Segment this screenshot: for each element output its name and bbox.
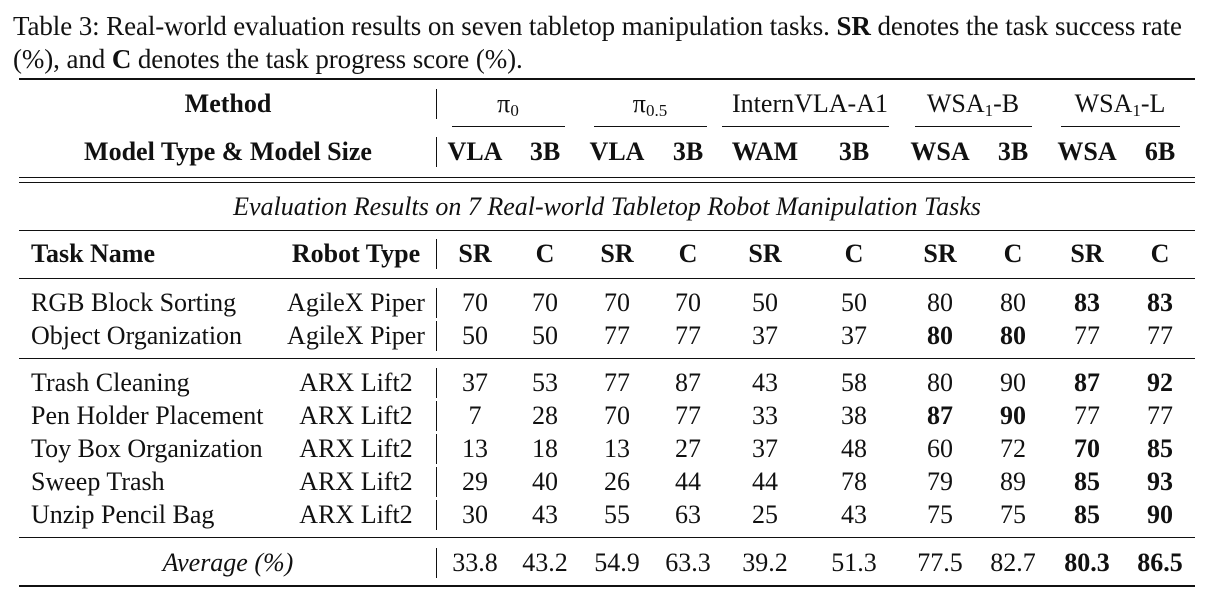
table-cell-value: 43 — [752, 368, 778, 397]
table-cell-value: 37 — [752, 321, 778, 350]
table-cell-value: 55 — [604, 500, 630, 529]
table-cell-value: 33 — [752, 401, 778, 430]
table-cell-value: 27 — [675, 434, 701, 463]
table-cell-value: 43 — [841, 500, 867, 529]
method-base: π — [632, 89, 646, 118]
column-separator — [436, 401, 437, 431]
average-value: 80.3 — [1064, 548, 1110, 577]
header-rule — [19, 278, 1195, 279]
table-cell-value: 37 — [752, 434, 778, 463]
table-cell-value: 50 — [462, 321, 488, 350]
table-cell-value: 50 — [752, 288, 778, 317]
method-base: π — [497, 89, 511, 118]
table-cell-value: 58 — [841, 368, 867, 397]
table-cell-value: 48 — [841, 434, 867, 463]
table-cell-value: 77 — [604, 368, 630, 397]
model-type: VLA — [589, 137, 645, 166]
table-cell-value: 93 — [1147, 467, 1173, 496]
section-rule — [19, 230, 1195, 231]
robot-type: ARX Lift2 — [299, 434, 413, 463]
average-value: 82.7 — [990, 548, 1036, 577]
column-header-robot: Robot Type — [291, 239, 421, 268]
robot-type: ARX Lift2 — [299, 368, 413, 397]
column-header-task: Task Name — [31, 239, 156, 268]
table-cell-value: 28 — [532, 401, 558, 430]
section-title: Evaluation Results on 7 Real-world Tabletop Robot Manipulation Tasks — [233, 192, 981, 221]
method-span-rule — [915, 126, 1032, 127]
top-rule — [19, 78, 1195, 80]
double-rule-bottom — [19, 182, 1195, 183]
method-name — [633, 89, 667, 119]
model-size: 3B — [838, 137, 870, 166]
caption-mid2: denotes the task progress score (%). — [131, 44, 523, 74]
method-span-rule — [452, 126, 565, 127]
task-name: Sweep Trash — [31, 467, 165, 496]
table-cell-value: 70 — [462, 288, 488, 317]
column-separator — [436, 434, 437, 464]
column-header-c: C — [844, 239, 864, 268]
table-cell-value: 13 — [604, 434, 630, 463]
table-cell-value: 70 — [1074, 434, 1100, 463]
table-cell-value: 77 — [1147, 321, 1173, 350]
column-separator — [436, 368, 437, 398]
model-type: WSA — [910, 137, 970, 166]
method-name — [497, 89, 519, 119]
table-cell-value: 80 — [927, 288, 953, 317]
table-cell-value: 89 — [1000, 467, 1026, 496]
column-separator — [436, 321, 437, 351]
table-cell-value: 25 — [752, 500, 778, 529]
table-cell-value: 85 — [1074, 467, 1100, 496]
table-cell-value: 87 — [1074, 368, 1100, 397]
average-value: 54.9 — [594, 548, 640, 577]
method-span-rule — [722, 126, 889, 127]
average-value: 77.5 — [917, 548, 963, 577]
average-value: 43.2 — [522, 548, 568, 577]
robot-type: ARX Lift2 — [299, 401, 413, 430]
column-separator — [436, 288, 437, 318]
average-value: 39.2 — [742, 548, 788, 577]
table-cell-value: 90 — [1000, 401, 1026, 430]
table-cell-value: 85 — [1074, 500, 1100, 529]
table-cell-value: 18 — [532, 434, 558, 463]
method-suffix: -B — [993, 89, 1020, 118]
method-base: InternVLA-A1 — [732, 89, 888, 118]
table-cell-value: 37 — [462, 368, 488, 397]
table-cell-value: 26 — [604, 467, 630, 496]
table-cell-value: 90 — [1000, 368, 1026, 397]
table-cell-value: 37 — [841, 321, 867, 350]
table-cell-value: 87 — [927, 401, 953, 430]
model-size: 3B — [997, 137, 1029, 166]
average-label: Average (%) — [162, 548, 294, 577]
caption-mid1: denotes the task success rate (%), and — [13, 11, 1182, 74]
table-cell-value: 77 — [675, 401, 701, 430]
table-cell-value: 83 — [1147, 288, 1173, 317]
table-cell-value: 70 — [604, 401, 630, 430]
table-cell-value: 77 — [604, 321, 630, 350]
column-separator — [436, 500, 437, 530]
average-value: 33.8 — [452, 548, 498, 577]
table-cell-value: 80 — [1000, 288, 1026, 317]
model-size: 3B — [529, 137, 561, 166]
task-name: Unzip Pencil Bag — [31, 500, 215, 529]
column-header-sr: SR — [1070, 239, 1104, 268]
table-cell-value: 78 — [841, 467, 867, 496]
model-size: 3B — [672, 137, 704, 166]
table-cell-value: 29 — [462, 467, 488, 496]
average-rule — [19, 537, 1195, 538]
method-subscript: 0.5 — [645, 101, 668, 120]
table-cell-value: 60 — [927, 434, 953, 463]
caption-sr: SR — [836, 11, 871, 41]
model-type: WAM — [731, 137, 799, 166]
table-cell-value: 80 — [927, 321, 953, 350]
caption-prefix: Table 3: Real-world evaluation results on seven tabletop manipulation tasks. — [13, 11, 837, 41]
table-cell-value: 72 — [1000, 434, 1026, 463]
table-cell-value: 92 — [1147, 368, 1173, 397]
method-base: WSA — [1074, 89, 1133, 118]
table-cell-value: 7 — [468, 401, 482, 430]
table-cell-value: 75 — [927, 500, 953, 529]
double-rule-top — [19, 177, 1195, 178]
task-name: Toy Box Organization — [31, 434, 263, 463]
method-name — [927, 89, 1019, 119]
table-cell-value: 30 — [462, 500, 488, 529]
table-cell-value: 50 — [532, 321, 558, 350]
robot-type: AgileX Piper — [287, 321, 425, 350]
table-cell-value: 83 — [1074, 288, 1100, 317]
method-suffix: -L — [1140, 89, 1166, 118]
column-header-sr: SR — [600, 239, 634, 268]
method-name — [1075, 89, 1166, 119]
column-separator — [436, 89, 437, 119]
column-separator — [436, 548, 437, 578]
table-cell-value: 79 — [927, 467, 953, 496]
column-header-sr: SR — [748, 239, 782, 268]
table-cell-value: 90 — [1147, 500, 1173, 529]
model-label: Model Type & Model Size — [84, 137, 372, 166]
column-separator — [436, 137, 437, 167]
column-separator — [436, 239, 437, 269]
method-subscript: 1 — [1132, 101, 1141, 120]
table-cell-value: 77 — [1074, 321, 1100, 350]
method-span-rule — [594, 126, 707, 127]
table-cell-value: 44 — [752, 467, 778, 496]
column-header-sr: SR — [458, 239, 492, 268]
table-cell-value: 80 — [1000, 321, 1026, 350]
task-name: Object Organization — [31, 321, 243, 350]
method-base: WSA — [926, 89, 985, 118]
caption-c: C — [111, 44, 132, 74]
column-header-c: C — [1003, 239, 1023, 268]
table-cell-value: 85 — [1147, 434, 1173, 463]
table-cell-value: 13 — [462, 434, 488, 463]
method-name — [732, 89, 888, 119]
table-cell-value: 53 — [532, 368, 558, 397]
table-cell-value: 80 — [927, 368, 953, 397]
table-cell-value: 63 — [675, 500, 701, 529]
column-header-sr: SR — [923, 239, 957, 268]
task-name: Pen Holder Placement — [31, 401, 264, 430]
table-cell-value: 77 — [675, 321, 701, 350]
method-subscript: 1 — [984, 101, 994, 120]
robot-type: ARX Lift2 — [299, 467, 413, 496]
average-value: 86.5 — [1137, 548, 1183, 577]
robot-type: AgileX Piper — [287, 288, 425, 317]
group-rule — [19, 358, 1195, 359]
method-span-rule — [1061, 126, 1180, 127]
table-cell-value: 77 — [1074, 401, 1100, 430]
column-header-c: C — [535, 239, 555, 268]
task-name: Trash Cleaning — [31, 368, 190, 397]
table-cell-value: 70 — [532, 288, 558, 317]
column-header-c: C — [678, 239, 698, 268]
table-cell-value: 70 — [675, 288, 701, 317]
table-cell-value: 87 — [675, 368, 701, 397]
model-size: 6B — [1144, 137, 1176, 166]
table-cell-value: 75 — [1000, 500, 1026, 529]
task-name: RGB Block Sorting — [31, 288, 237, 317]
method-subscript: 0 — [510, 101, 519, 120]
table-cell-value: 38 — [841, 401, 867, 430]
table-cell-value: 44 — [675, 467, 701, 496]
model-type: WSA — [1057, 137, 1117, 166]
robot-type: ARX Lift2 — [299, 500, 413, 529]
method-label: Method — [184, 89, 272, 118]
model-type: VLA — [447, 137, 503, 166]
table-cell-value: 40 — [532, 467, 558, 496]
table-cell-value: 70 — [604, 288, 630, 317]
table-cell-value: 50 — [841, 288, 867, 317]
average-value: 51.3 — [831, 548, 877, 577]
column-separator — [436, 467, 437, 497]
column-header-c: C — [1150, 239, 1170, 268]
table-caption — [13, 10, 1208, 76]
average-value: 63.3 — [665, 548, 711, 577]
table-cell-value: 43 — [532, 500, 558, 529]
table-cell-value: 77 — [1147, 401, 1173, 430]
bottom-rule — [19, 585, 1195, 587]
